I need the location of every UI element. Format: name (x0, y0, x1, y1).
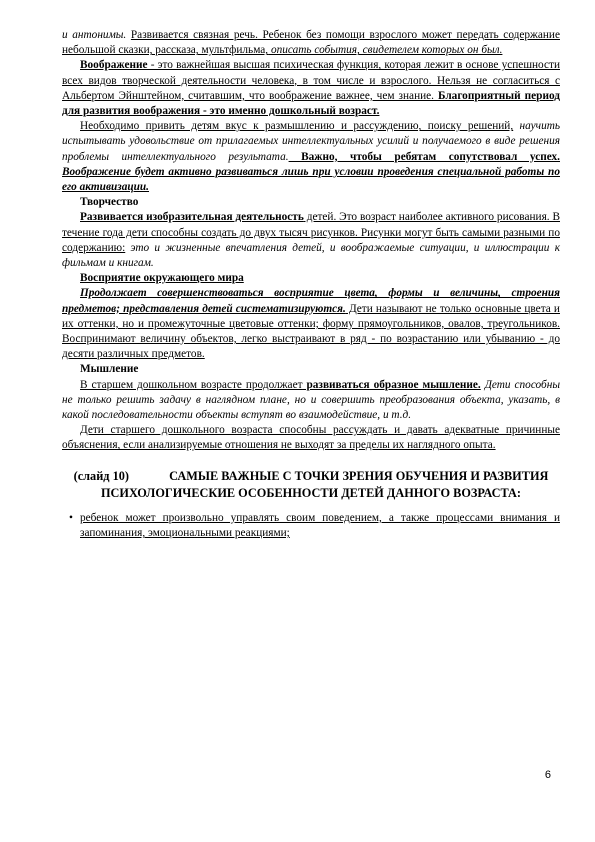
text-visual-activity: Развивается изобразительная деятельность (80, 211, 304, 224)
text-perception-improves: Продолжает совершенствоваться восприятие цвета, формы и величины, строения предметов; представления детей систематизируются. (62, 287, 560, 315)
paragraph-reasoning (62, 119, 560, 195)
text-figurative-thinking: развиваться образное мышление. (302, 378, 481, 391)
bullet-icon: • (69, 511, 73, 524)
text-colors-shapes: Дети называют не только основные цвета и их оттенки, но и промежуточные цветовые оттенки; форму прямоугольников, овалов, треугольников. Воспринимают величину объектов, легко выстраивают в ряд - по возрастанию или убыванию - до десяти различных предметов. (62, 302, 560, 361)
term-imagination: Воображение (80, 59, 148, 72)
text-older-preschool: В старшем дошкольном возрасте продолжает (80, 378, 303, 391)
text-column (62, 28, 560, 541)
paragraph-thinking (62, 378, 560, 424)
heading-thinking: Мышление (80, 363, 139, 376)
paragraph-causal (62, 423, 560, 453)
text-transformations: Дети способны не только решить задачу в наглядном плане, но и совершить преобразования объекта, указать, в какой последовательности объекты вступят во взаимодействие, и т.д. (62, 378, 560, 422)
slide-title: САМЫЕ ВАЖНЫЕ С ТОЧКИ ЗРЕНИЯ ОБУЧЕНИЯ И РАЗВИТИЯ ПСИХОЛОГИЧЕСКИЕ ОСОБЕННОСТИ ДЕТЕЙ ДАННОГО ВОЗРАСТА: (100, 468, 549, 501)
bullet-text: ребенок может произвольно управлять своим поведением, а также процессами внимания и запоминания, эмоциональными реакциями; (80, 511, 560, 539)
text-success: Важно, чтобы ребятам сопутствовал успех. (288, 150, 560, 163)
text-antonyms: и антонимы. (62, 29, 127, 41)
text-retell: Ребенок без помощи взрослого может передать содержание небольшой сказки, рассказа, мультфильма, (62, 29, 560, 57)
text-favorable-period: Благоприятный период для развития воображения - это именно дошкольный возраст. (62, 89, 560, 118)
list-item (62, 511, 560, 541)
text-drawing-age: детей. Это возраст наиболее активного рисования. В течение года дети способны создать до двух тысяч рисунков. Рисунки могут быть самыми разными по содержанию: (62, 211, 560, 254)
text-imagination-definition: - это важнейшая высшая психическая функция, которая лежит в основе успешности всех видов творческой деятельности человека, в том числе и взрослого. Нельзя не согласиться с Альбертом Эйнштейном, считавшим, что воображение важнее, чем знание. (62, 59, 560, 102)
text-drawing-content: это и жизненные впечатления детей, и воображаемые ситуации, и иллюстрации к фильмам и книгам. (62, 241, 560, 270)
heading-perception (62, 271, 560, 286)
paragraph-perception (62, 286, 560, 362)
text-intellectual-pleasure: научить испытывать удовольствие от прилагаемых интеллектуальных усилий и получаемого в виде решения проблемы интеллектуального результата. (62, 120, 561, 163)
text-instill-taste: Необходимо привить детям вкус к размышлению и рассуждению, поиску решений, (80, 120, 514, 133)
page-number: 6 (544, 769, 551, 781)
heading-creativity: Творчество (80, 196, 139, 209)
slide-label: (слайд 10) (73, 468, 129, 483)
slide-heading (62, 468, 560, 503)
text-speech-develops: Развивается связная речь. (130, 29, 258, 41)
heading-perception-text: Восприятие окружающего мира (80, 272, 244, 285)
paragraph-speech (62, 28, 560, 58)
text-causal-explanations: Дети старшего дошкольного возраста способны рассуждать и давать адекватные причинные объяснения, если анализируемые отношения не выходят за пределы их наглядного опыта. (62, 424, 560, 452)
text-imagination-activation: Воображение будет активно развиваться лишь при условии проведения специальной работы по его активизации. (62, 165, 560, 194)
text-describe-events: описать события, свидетелем которых он был. (268, 44, 503, 57)
paragraph-creativity (62, 210, 560, 271)
paragraph-imagination (62, 58, 560, 119)
